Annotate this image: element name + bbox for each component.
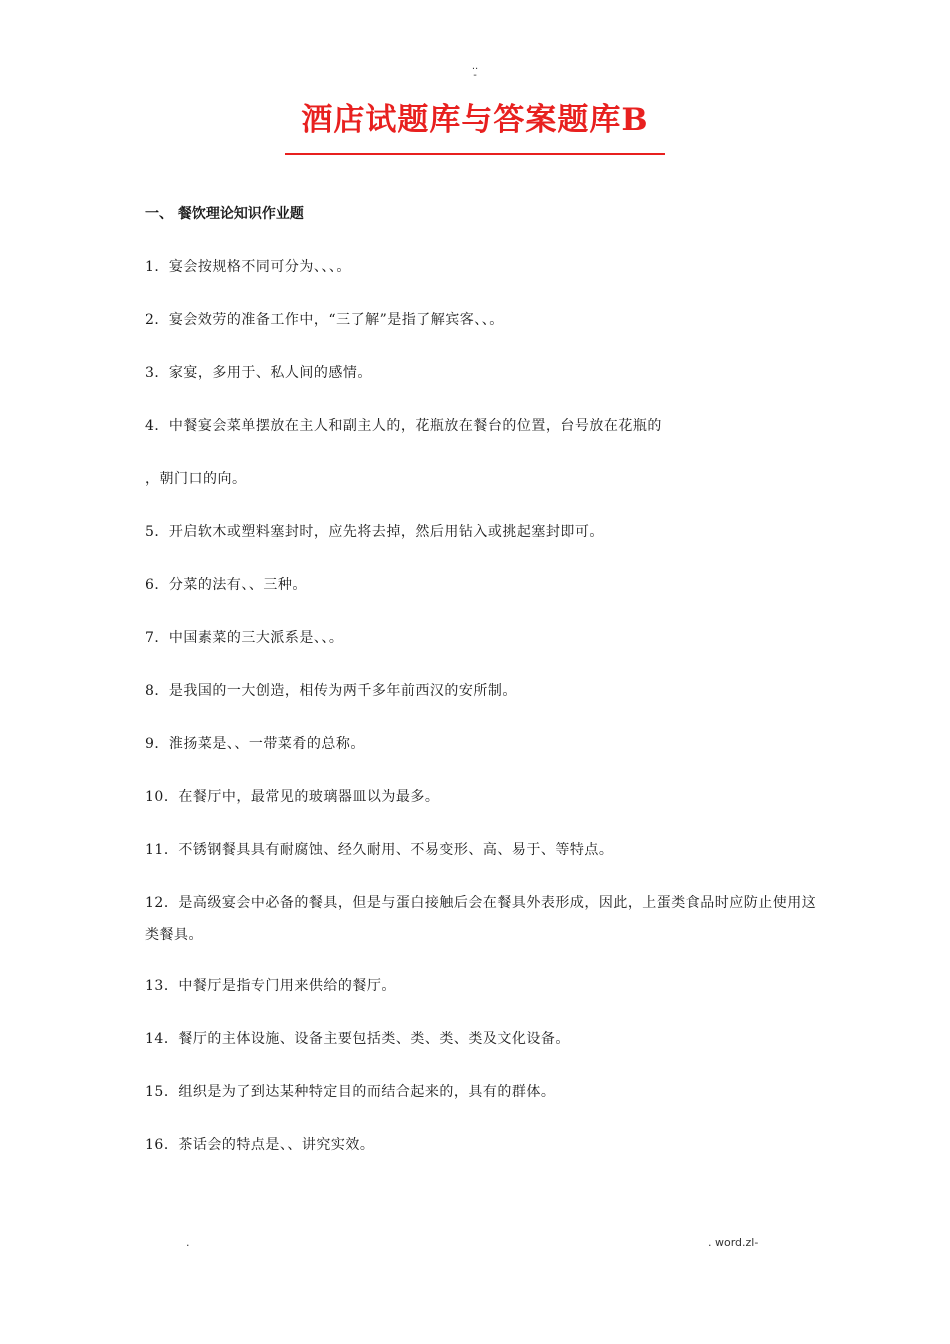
footer-left-mark: . [186,1236,190,1249]
title-underline [285,153,665,155]
question-1: 1．宴会按规格不同可分为、、、。 [145,259,351,275]
question-7: 7．中国素菜的三大派系是、、。 [145,630,344,646]
question-9: 9．淮扬菜是、、一带菜肴的总称。 [145,736,365,752]
question-6: 6．分菜的法有、、三种。 [145,577,307,593]
question-10: 10．在餐厅中，最常见的玻璃器皿以为最多。 [145,789,440,805]
question-4-continued: ，朝门口的向。 [145,471,247,487]
question-2: 2．宴会效劳的准备工作中，“三了解”是指了解宾客、、。 [145,312,504,328]
question-12: 12．是高级宴会中必备的餐具，但是与蛋白接触后会在餐具外表形成，因此，上蛋类食品时应防止使用这类餐具。 [145,895,817,943]
question-4: 4．中餐宴会菜单摆放在主人和副主人的，花瓶放在餐台的位置，台号放在花瓶的 [145,418,662,434]
footer-source: . word.zl- [708,1236,759,1249]
question-15: 15．组织是为了到达某种特定目的而结合起来的，具有的群体。 [145,1084,556,1100]
question-11: 11．不锈钢餐具具有耐腐蚀、经久耐用、不易变形、高、易于、等特点。 [145,842,614,858]
question-3: 3．家宴，多用于、私人间的感情。 [145,365,372,381]
question-14: 14．餐厅的主体设施、设备主要包括类、类、类、类及文化设备。 [145,1031,570,1047]
question-13: 13．中餐厅是指专门用来供给的餐厅。 [145,978,396,994]
question-5: 5．开启软木或塑料塞封时，应先将去掉，然后用钻入或挑起塞封即可。 [145,524,604,540]
header-mark-bottom: - [473,70,477,81]
document-title: 酒店试题库与答案题库B [301,102,649,138]
section-heading: 一、 餐饮理论知识作业题 [145,206,304,222]
question-16: 16．茶话会的特点是、、讲究实效。 [145,1137,375,1153]
question-8: 8．是我国的一大创造，相传为两千多年前西汉的安所制。 [145,683,517,699]
page-header-mark [0,62,950,80]
header-mark-top: .. [471,61,479,72]
